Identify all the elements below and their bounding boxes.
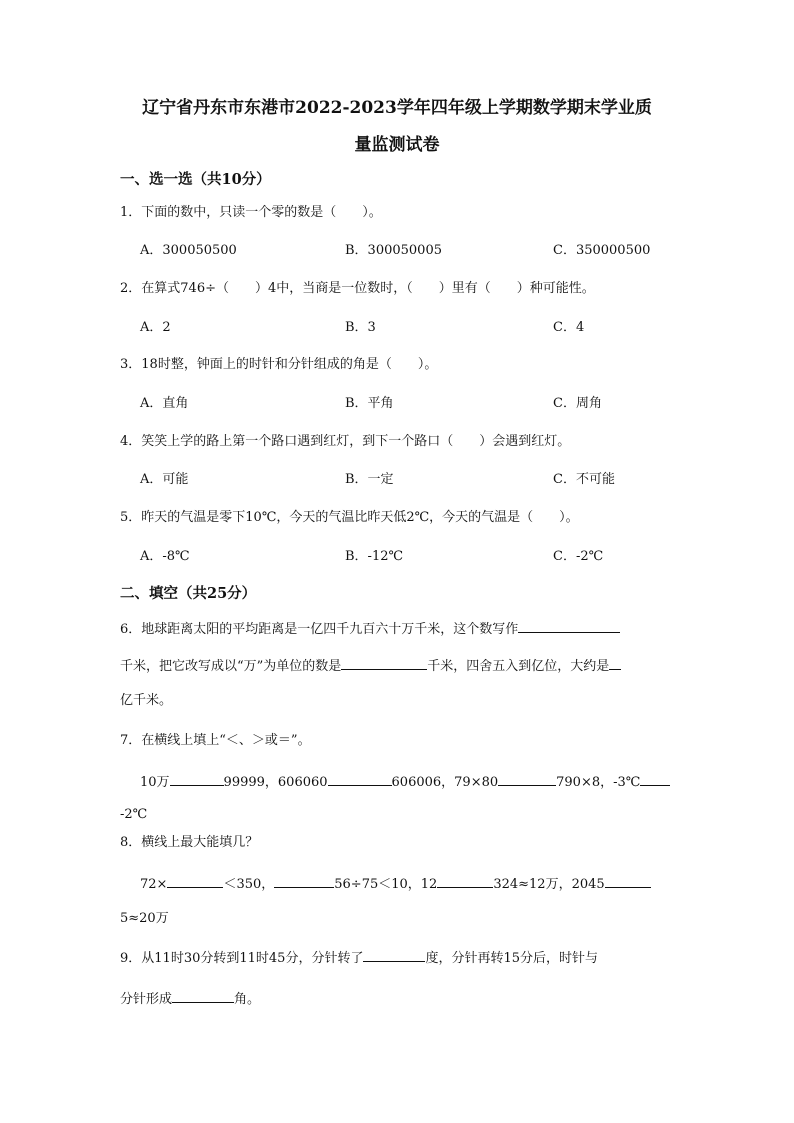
question-5-stem: 5．昨天的气温是零下10℃，今天的气温比昨天低2℃，今天的气温是（ ）。 xyxy=(120,510,579,525)
question-3-stem: 3．18时整，钟面上的时针和分针组成的角是（ ）。 xyxy=(120,357,438,372)
question-9-text-3: 分针形成 xyxy=(120,992,173,1007)
question-2-stem: 2．在算式746÷（ ）4中，当商是一位数时，（ ）里有（ ）种可能性。 xyxy=(120,281,595,296)
question-7-line-1 xyxy=(120,770,676,793)
exam-title-line2: 量监测试卷 xyxy=(354,135,440,155)
question-1-option-b: B．300050005 xyxy=(345,243,442,258)
question-6-line-1 xyxy=(120,617,676,640)
answer-blank[interactable] xyxy=(341,654,427,670)
question-8-text-3: 56÷75＜10，12 xyxy=(334,877,438,892)
question-1-option-c: C．350000500 xyxy=(553,243,651,258)
answer-blank[interactable] xyxy=(498,770,556,786)
question-1-option-a: A．300050500 xyxy=(140,243,237,258)
question-5-option-c: C．-2℃ xyxy=(553,549,604,564)
question-6-text-1: 6．地球距离太阳的平均距离是一亿四千九百六十万千米，这个数写作 xyxy=(120,622,519,637)
question-6-text-3: 千米，四舍五入到亿位，大约是 xyxy=(427,659,610,674)
section-heading-fill-in: 二、填空（共25分） xyxy=(120,585,257,602)
answer-blank[interactable] xyxy=(274,872,334,888)
question-4-option-c: C．不可能 xyxy=(553,472,615,487)
question-7-text-2: 99999，606060 xyxy=(223,775,328,790)
question-7-text-3: 606006，79×80 xyxy=(391,775,499,790)
answer-blank[interactable] xyxy=(437,872,493,888)
answer-blank[interactable] xyxy=(172,987,234,1003)
section-heading-choice: 一、选一选（共10分） xyxy=(120,171,271,188)
question-2-option-a: A．2 xyxy=(140,320,171,335)
question-8-line-2: 5≈20万 xyxy=(120,911,169,926)
question-6-line-3: 亿千米。 xyxy=(120,693,173,708)
question-4-option-b: B．一定 xyxy=(345,472,394,487)
question-8-text-4: 324≈12万，2045 xyxy=(493,877,605,892)
answer-blank[interactable] xyxy=(518,617,620,633)
exam-title-line1: 辽宁省丹东市东港市2022-2023学年四年级上学期数学期末学业质 xyxy=(142,98,652,118)
answer-blank[interactable] xyxy=(609,654,621,670)
question-4-option-a: A．可能 xyxy=(140,472,189,487)
question-8-text-2: ＜350， xyxy=(223,877,275,892)
question-7-line-2: -2℃ xyxy=(120,807,148,822)
question-7-text-1: 10万 xyxy=(140,775,170,790)
answer-blank[interactable] xyxy=(170,770,224,786)
question-4-stem: 4．笑笑上学的路上第一个路口遇到红灯，到下一个路口（ ）会遇到红灯。 xyxy=(120,434,571,449)
question-1-stem: 1．下面的数中，只读一个零的数是（ ）。 xyxy=(120,205,382,220)
question-9-text-4: 角。 xyxy=(234,992,261,1007)
question-5-option-a: A．-8℃ xyxy=(140,549,190,564)
question-2-option-c: C．4 xyxy=(553,320,585,335)
answer-blank[interactable] xyxy=(640,770,670,786)
question-9-text-2: 度，分针再转15分后，时针与 xyxy=(425,951,598,966)
question-6-line-2 xyxy=(120,654,676,677)
question-8-line-1 xyxy=(120,872,676,895)
question-5-option-b: B．-12℃ xyxy=(345,549,404,564)
answer-blank[interactable] xyxy=(363,946,425,962)
question-7-text-4: 790×8，-3℃ xyxy=(556,775,641,790)
question-9-line-2 xyxy=(120,987,676,1010)
question-8-stem: 8．横线上最大能填几？ xyxy=(120,835,259,850)
question-2-option-b: B．3 xyxy=(345,320,376,335)
question-3-option-a: A．直角 xyxy=(140,396,189,411)
answer-blank[interactable] xyxy=(328,770,392,786)
question-9-line-1 xyxy=(120,946,676,969)
question-7-stem: 7．在横线上填上“＜、＞或＝”。 xyxy=(120,733,311,748)
answer-blank[interactable] xyxy=(605,872,651,888)
question-3-option-c: C．周角 xyxy=(553,396,602,411)
question-3-option-b: B．平角 xyxy=(345,396,394,411)
answer-blank[interactable] xyxy=(167,872,223,888)
question-6-text-2: 千米，把它改写成以“万”为单位的数是 xyxy=(120,659,342,674)
question-8-text-1: 72× xyxy=(140,877,168,892)
question-9-text-1: 9．从11时30分转到11时45分，分针转了 xyxy=(120,951,364,966)
